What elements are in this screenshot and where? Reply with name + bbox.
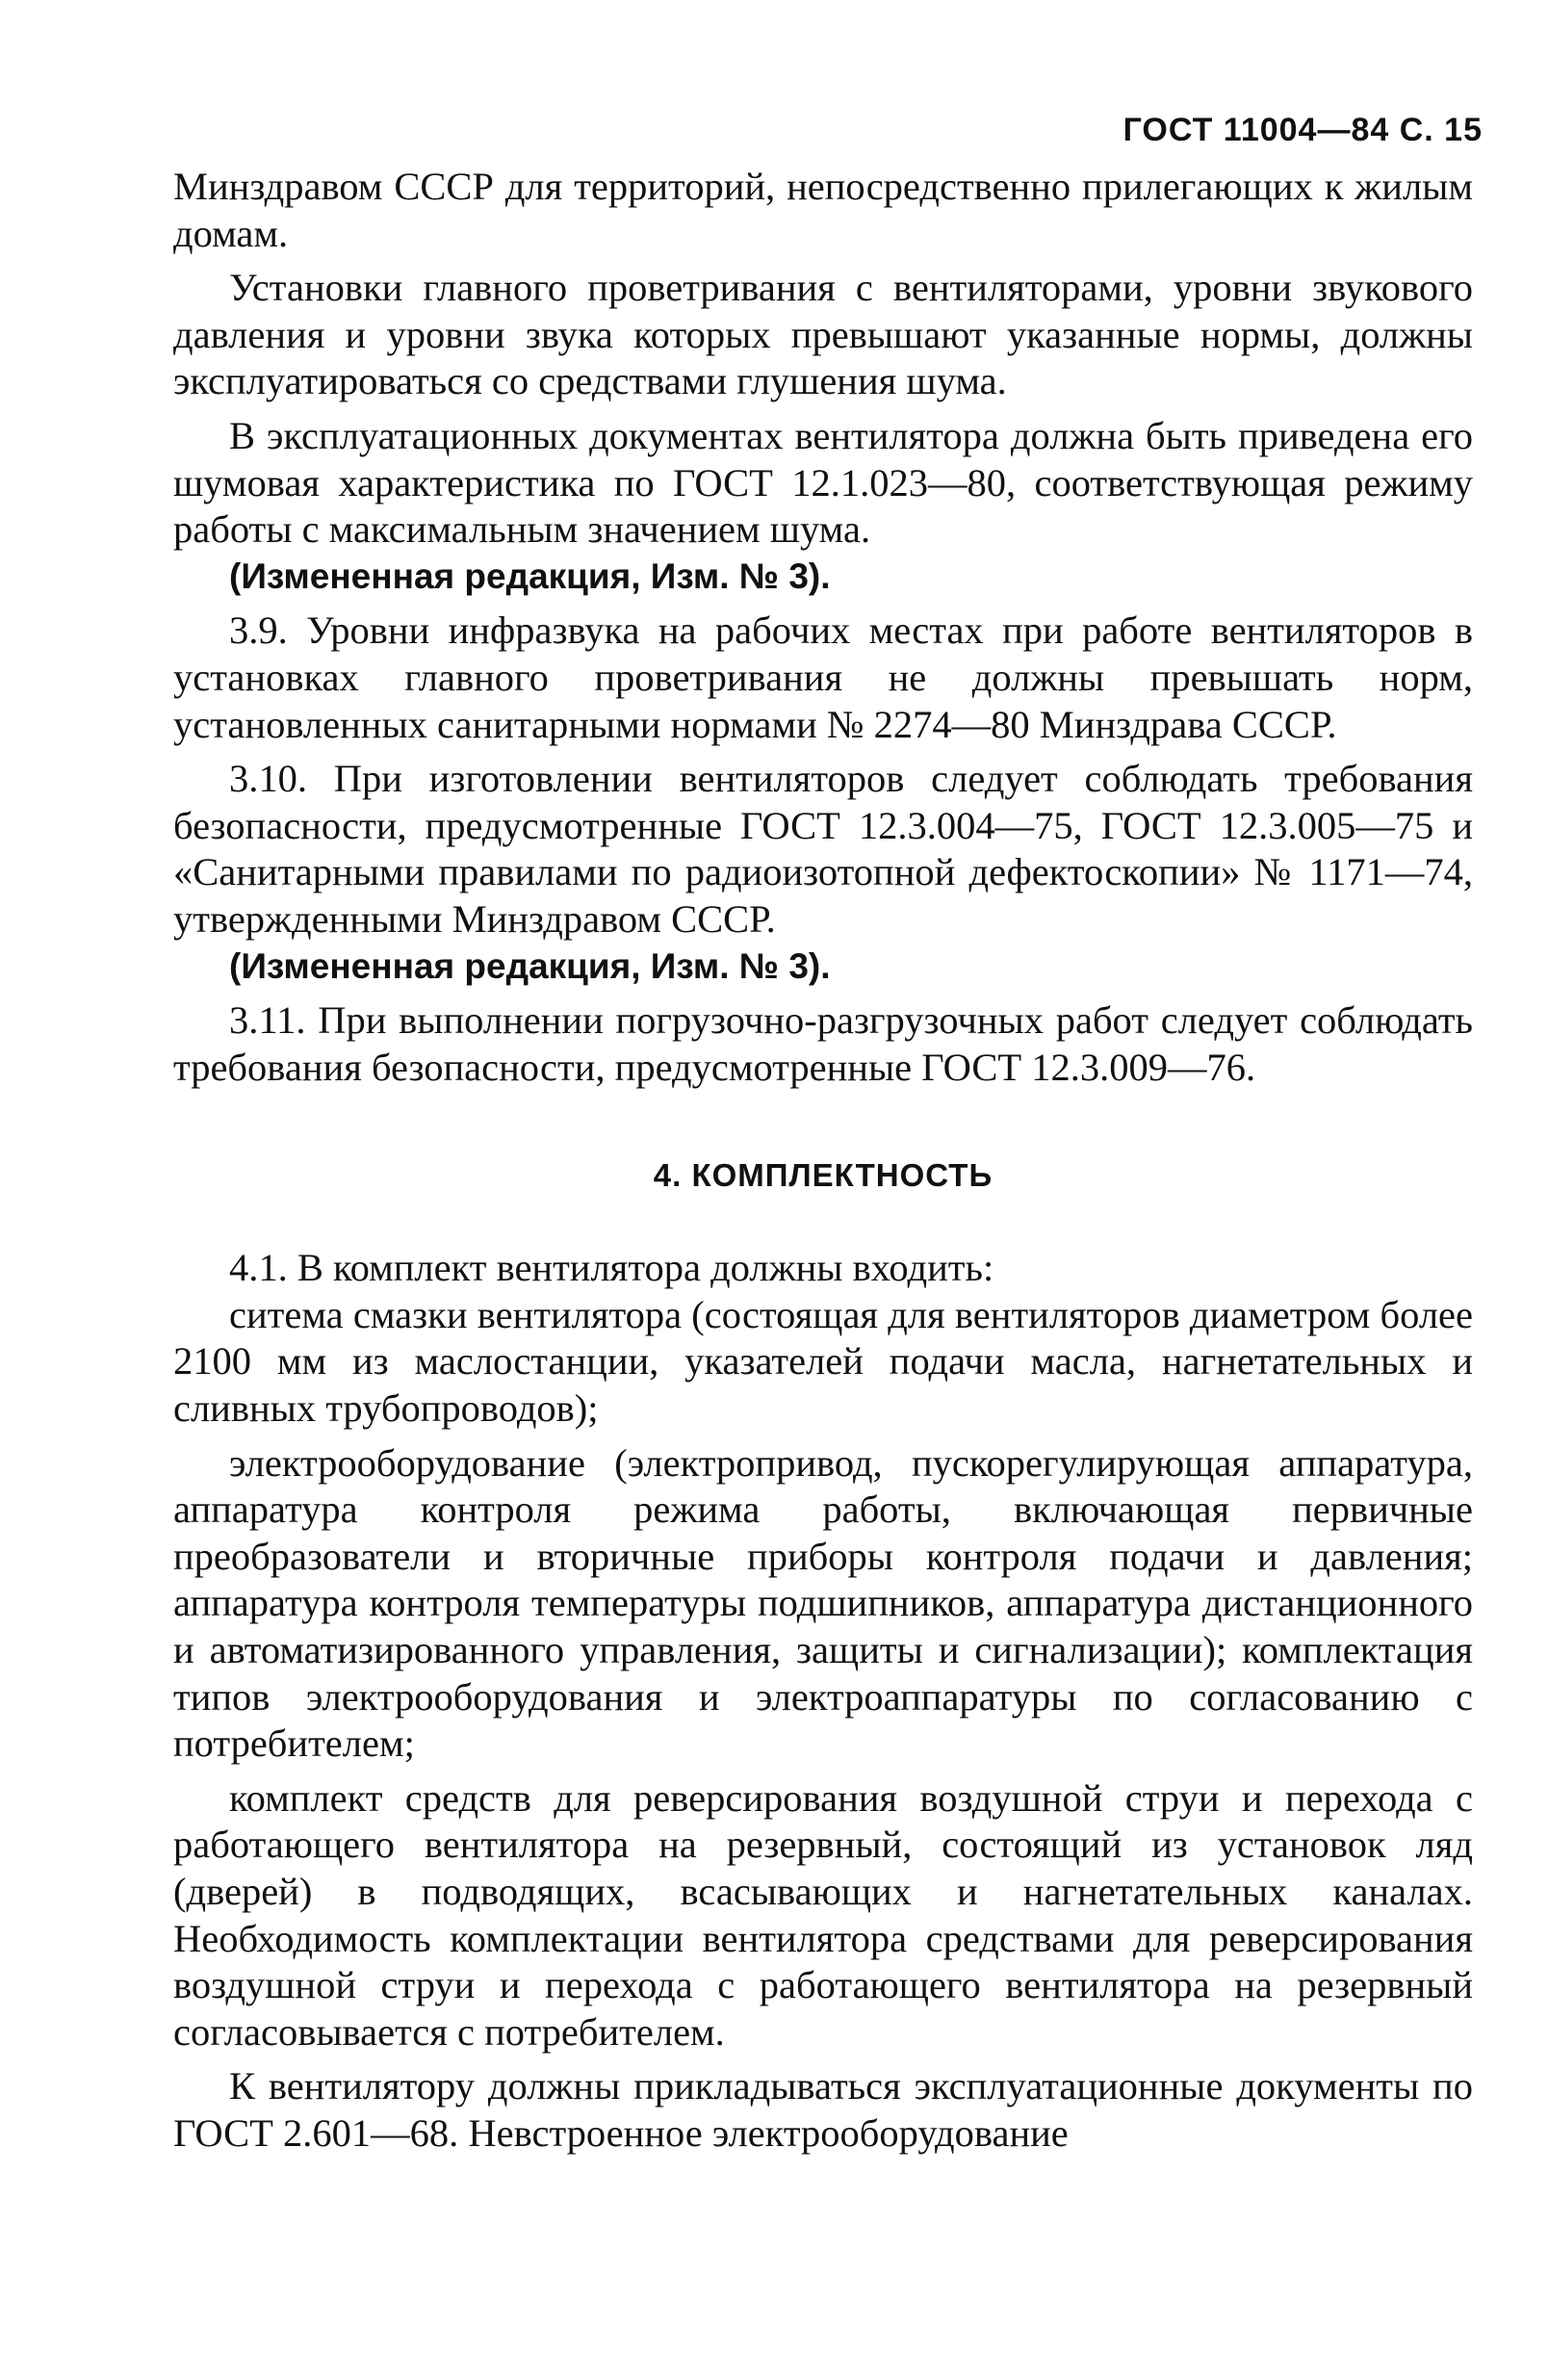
list-item-electrical-equipment: электрооборудование (электропривод, пускорегулирующая аппаратура, аппаратура контроля режима работы, включающая первичные преобразователи и вторичные приборы контроля подачи и давления; аппаратура контроля температуры подшипников, аппаратура дистанционного и автоматизированного управления, защиты и сигнализации); комплектация типов электрооборудования и электроаппаратуры по согласованию с потребителем; bbox=[173, 1440, 1473, 1766]
paragraph-continuation: Минздравом СССР для территорий, непосредственно прилегающих к жилым домам. bbox=[173, 165, 1473, 255]
section-heading: 4. КОМПЛЕКТНОСТЬ bbox=[653, 1157, 993, 1194]
document-page bbox=[173, 96, 1483, 2158]
paragraph-noise-characteristic: В эксплуатационных документах вентилятора должна быть приведена его шумовая характеристика по ГОСТ 12.1.023—80, соответствующая режиму работы с максимальным значением шума. bbox=[173, 413, 1473, 552]
amendment-note: (Измененная редакция, Изм. № 3). bbox=[229, 945, 831, 986]
running-header: ГОСТ 11004—84 С. 15 bbox=[1122, 112, 1483, 148]
clause-3-11: 3.11. При выполнении погрузочно-разгрузочных работ следует соблюдать требования безопасности, предусмотренные ГОСТ 12.3.009—76. bbox=[173, 998, 1473, 1089]
paragraph-operating-documents: К вентилятору должны прикладываться эксплуатационные документы по ГОСТ 2.601—68. Невстроенное электрооборудование bbox=[173, 2064, 1473, 2155]
clause-3-10: 3.10. При изготовлении вентиляторов следует соблюдать требования безопасности, предусмотренные ГОСТ 12.3.004—75, ГОСТ 12.3.005—75 и «Санитарными правилами по радиоизотопной дефектоскопии» № 1171—74, утвержденными Минздравом СССР. bbox=[173, 757, 1473, 941]
paragraph-main-ventilation-noise: Установки главного проветривания с вентиляторами, уровни звукового давления и уровни звука которых превышают указанные нормы, должны эксплуатироваться со средствами глушения шума. bbox=[173, 266, 1473, 403]
clause-3-9: 3.9. Уровни инфразвука на рабочих местах при работе вентиляторов в установках главного проветривания не должны превышать норм, установленных санитарными нормами № 2274—80 Минздрава СССР. bbox=[173, 608, 1473, 746]
amendment-note: (Измененная редакция, Изм. № 3). bbox=[229, 556, 831, 596]
list-item-lubrication-system: ситема смазки вентилятора (состоящая для вентиляторов диаметром более 2100 мм из маслостанции, указателей подачи масла, нагнетательных и сливных трубопроводов); bbox=[173, 1292, 1473, 1431]
list-item-reversing-kit: комплект средств для реверсирования воздушной струи и перехода с работающего вентилятора на резервный, состоящий из установок ляд (дверей) в подводящих, всасывающих и нагнетательных каналах. Необходимость комплектации вентилятора средствами для реверсирования воздушной струи и перехода с работающего вентилятора на резервный согласовывается с потребителем. bbox=[173, 1775, 1473, 2054]
clause-4-1: 4.1. В комплект вентилятора должны входить: bbox=[229, 1246, 994, 1290]
